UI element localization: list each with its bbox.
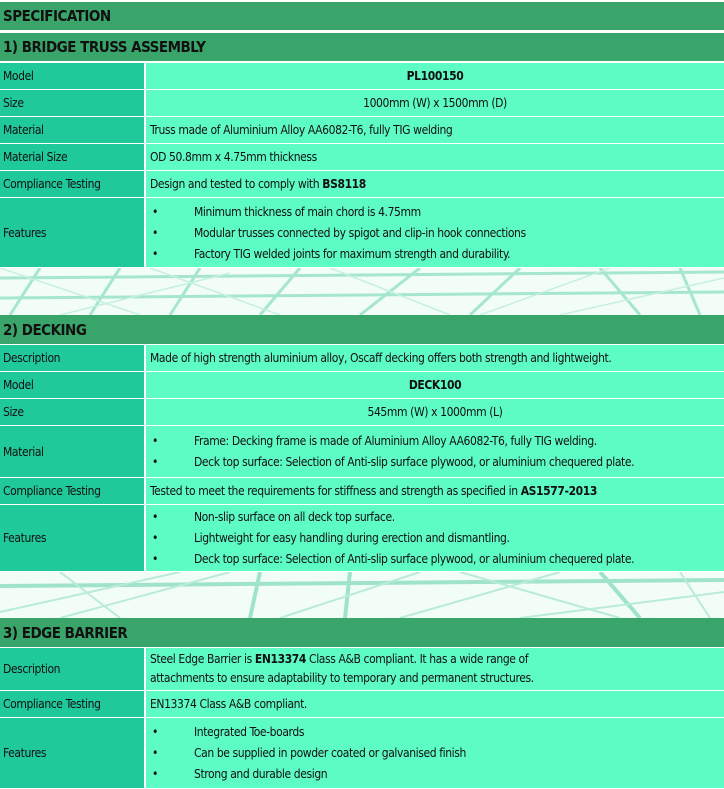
list-item-text: Non-slip surface on all deck top surface. xyxy=(194,510,395,524)
row-label: Features xyxy=(0,718,146,789)
table-row xyxy=(0,691,724,718)
list-item-text: Deck top surface: Selection of Anti-slip surface plywood, or aluminium chequered plate. xyxy=(194,455,635,469)
table-row xyxy=(0,372,724,399)
description-text: Steel Edge Barrier is xyxy=(150,652,255,666)
list-item xyxy=(150,549,724,570)
compliance-text: Tested to meet the requirements for stiffness and strength as specified in xyxy=(150,484,518,498)
bullet-icon: • xyxy=(152,767,158,781)
row-label: Description xyxy=(0,345,146,372)
features-list xyxy=(146,505,724,572)
list-item-text: Frame: Decking frame is made of Aluminium Alloy AA6082-T6, fully TIG welding. xyxy=(194,434,597,448)
page-title-text: SPECIFICATION xyxy=(3,7,111,25)
row-value xyxy=(146,63,724,90)
table-row xyxy=(0,718,724,789)
list-item xyxy=(150,507,724,528)
table-row xyxy=(0,63,724,90)
list-item-text: Deck top surface: Selection of Anti-slip surface plywood, or aluminium chequered plate. xyxy=(194,552,635,566)
standard-code: AS1577-2013 xyxy=(520,484,598,498)
description-line-1 xyxy=(150,650,724,669)
section-heading-bridge-truss xyxy=(0,33,724,61)
bullet-icon: • xyxy=(152,552,158,566)
model-value: PL100150 xyxy=(406,69,464,83)
row-label: Material xyxy=(0,426,146,478)
table-row xyxy=(0,345,724,372)
list-item-text: Modular trusses connected by spigot and clip-in hook connections xyxy=(194,225,526,240)
model-value: DECK100 xyxy=(408,378,462,392)
row-label: Size xyxy=(0,399,146,426)
truss-photo-strip xyxy=(0,268,724,315)
list-item xyxy=(150,722,724,743)
section-heading-text: 3) EDGE BARRIER xyxy=(3,623,128,642)
section-heading-text: 2) DECKING xyxy=(3,320,87,339)
row-value xyxy=(146,478,724,505)
list-item-text: Can be supplied in powder coated or galvanised finish xyxy=(194,746,466,760)
list-item xyxy=(150,743,724,764)
list-item xyxy=(150,243,724,264)
row-label: Model xyxy=(0,63,146,90)
table-row xyxy=(0,426,724,478)
table-row xyxy=(0,478,724,505)
table-row xyxy=(0,144,724,171)
row-label: Material xyxy=(0,117,146,144)
table-row xyxy=(0,90,724,117)
row-label: Description xyxy=(0,648,146,691)
compliance-text: Design and tested to comply with xyxy=(150,177,320,191)
row-label: Compliance Testing xyxy=(0,691,146,718)
table-row xyxy=(0,399,724,426)
row-value: Truss made of Aluminium Alloy AA6082-T6, fully TIG welding xyxy=(146,117,724,144)
bullet-icon: • xyxy=(152,455,158,469)
page-title xyxy=(0,2,724,30)
row-value: 1000mm (W) x 1500mm (D) xyxy=(146,90,724,117)
row-label: Model xyxy=(0,372,146,399)
row-value: OD 50.8mm x 4.75mm thickness xyxy=(146,144,724,171)
bullet-icon: • xyxy=(152,204,158,219)
bullet-icon: • xyxy=(152,225,158,240)
section-heading-decking xyxy=(0,315,724,344)
list-item-text: Factory TIG welded joints for maximum strength and durability. xyxy=(194,246,511,261)
bullet-icon: • xyxy=(152,510,158,524)
material-list xyxy=(146,426,724,478)
row-label: Features xyxy=(0,505,146,572)
row-label: Material Size xyxy=(0,144,146,171)
features-list xyxy=(146,198,724,268)
truss-photo-strip xyxy=(0,572,724,618)
table-row xyxy=(0,117,724,144)
section-heading-text: 1) BRIDGE TRUSS ASSEMBLY xyxy=(3,38,206,56)
standard-code: EN13374 xyxy=(254,652,307,666)
bullet-icon: • xyxy=(152,246,158,261)
features-list xyxy=(146,718,724,789)
bullet-icon: • xyxy=(152,434,158,448)
description-line-2: attachments to ensure adaptability to temporary and permanent structures. xyxy=(150,671,534,685)
row-value xyxy=(146,372,724,399)
bullet-icon: • xyxy=(152,725,158,739)
list-item xyxy=(150,431,724,452)
row-value: Made of high strength aluminium alloy, Oscaff decking offers both strength and lightweight. xyxy=(146,345,724,372)
list-item xyxy=(150,201,724,222)
section-heading-edge-barrier xyxy=(0,618,724,647)
table-row xyxy=(0,505,724,572)
row-value xyxy=(146,171,724,198)
list-item xyxy=(150,452,724,473)
row-label: Size xyxy=(0,90,146,117)
table-row xyxy=(0,648,724,691)
row-label: Features xyxy=(0,198,146,268)
row-label: Compliance Testing xyxy=(0,478,146,505)
row-label: Compliance Testing xyxy=(0,171,146,198)
list-item xyxy=(150,222,724,243)
list-item-text: Strong and durable design xyxy=(194,767,328,781)
table-row xyxy=(0,171,724,198)
row-value xyxy=(146,648,724,691)
bullet-icon: • xyxy=(152,531,158,545)
list-item-text: Lightweight for easy handling during erection and dismantling. xyxy=(194,531,510,545)
row-value: EN13374 Class A&B compliant. xyxy=(146,691,724,718)
list-item xyxy=(150,764,724,785)
description-text: Class A&B compliant. It has a wide range of xyxy=(306,652,529,666)
list-item-text: Integrated Toe-boards xyxy=(194,725,305,739)
list-item xyxy=(150,528,724,549)
standard-code: BS8118 xyxy=(322,177,366,191)
bullet-icon: • xyxy=(152,746,158,760)
row-value: 545mm (W) x 1000mm (L) xyxy=(146,399,724,426)
table-row xyxy=(0,198,724,268)
list-item-text: Minimum thickness of main chord is 4.75mm xyxy=(194,204,421,219)
